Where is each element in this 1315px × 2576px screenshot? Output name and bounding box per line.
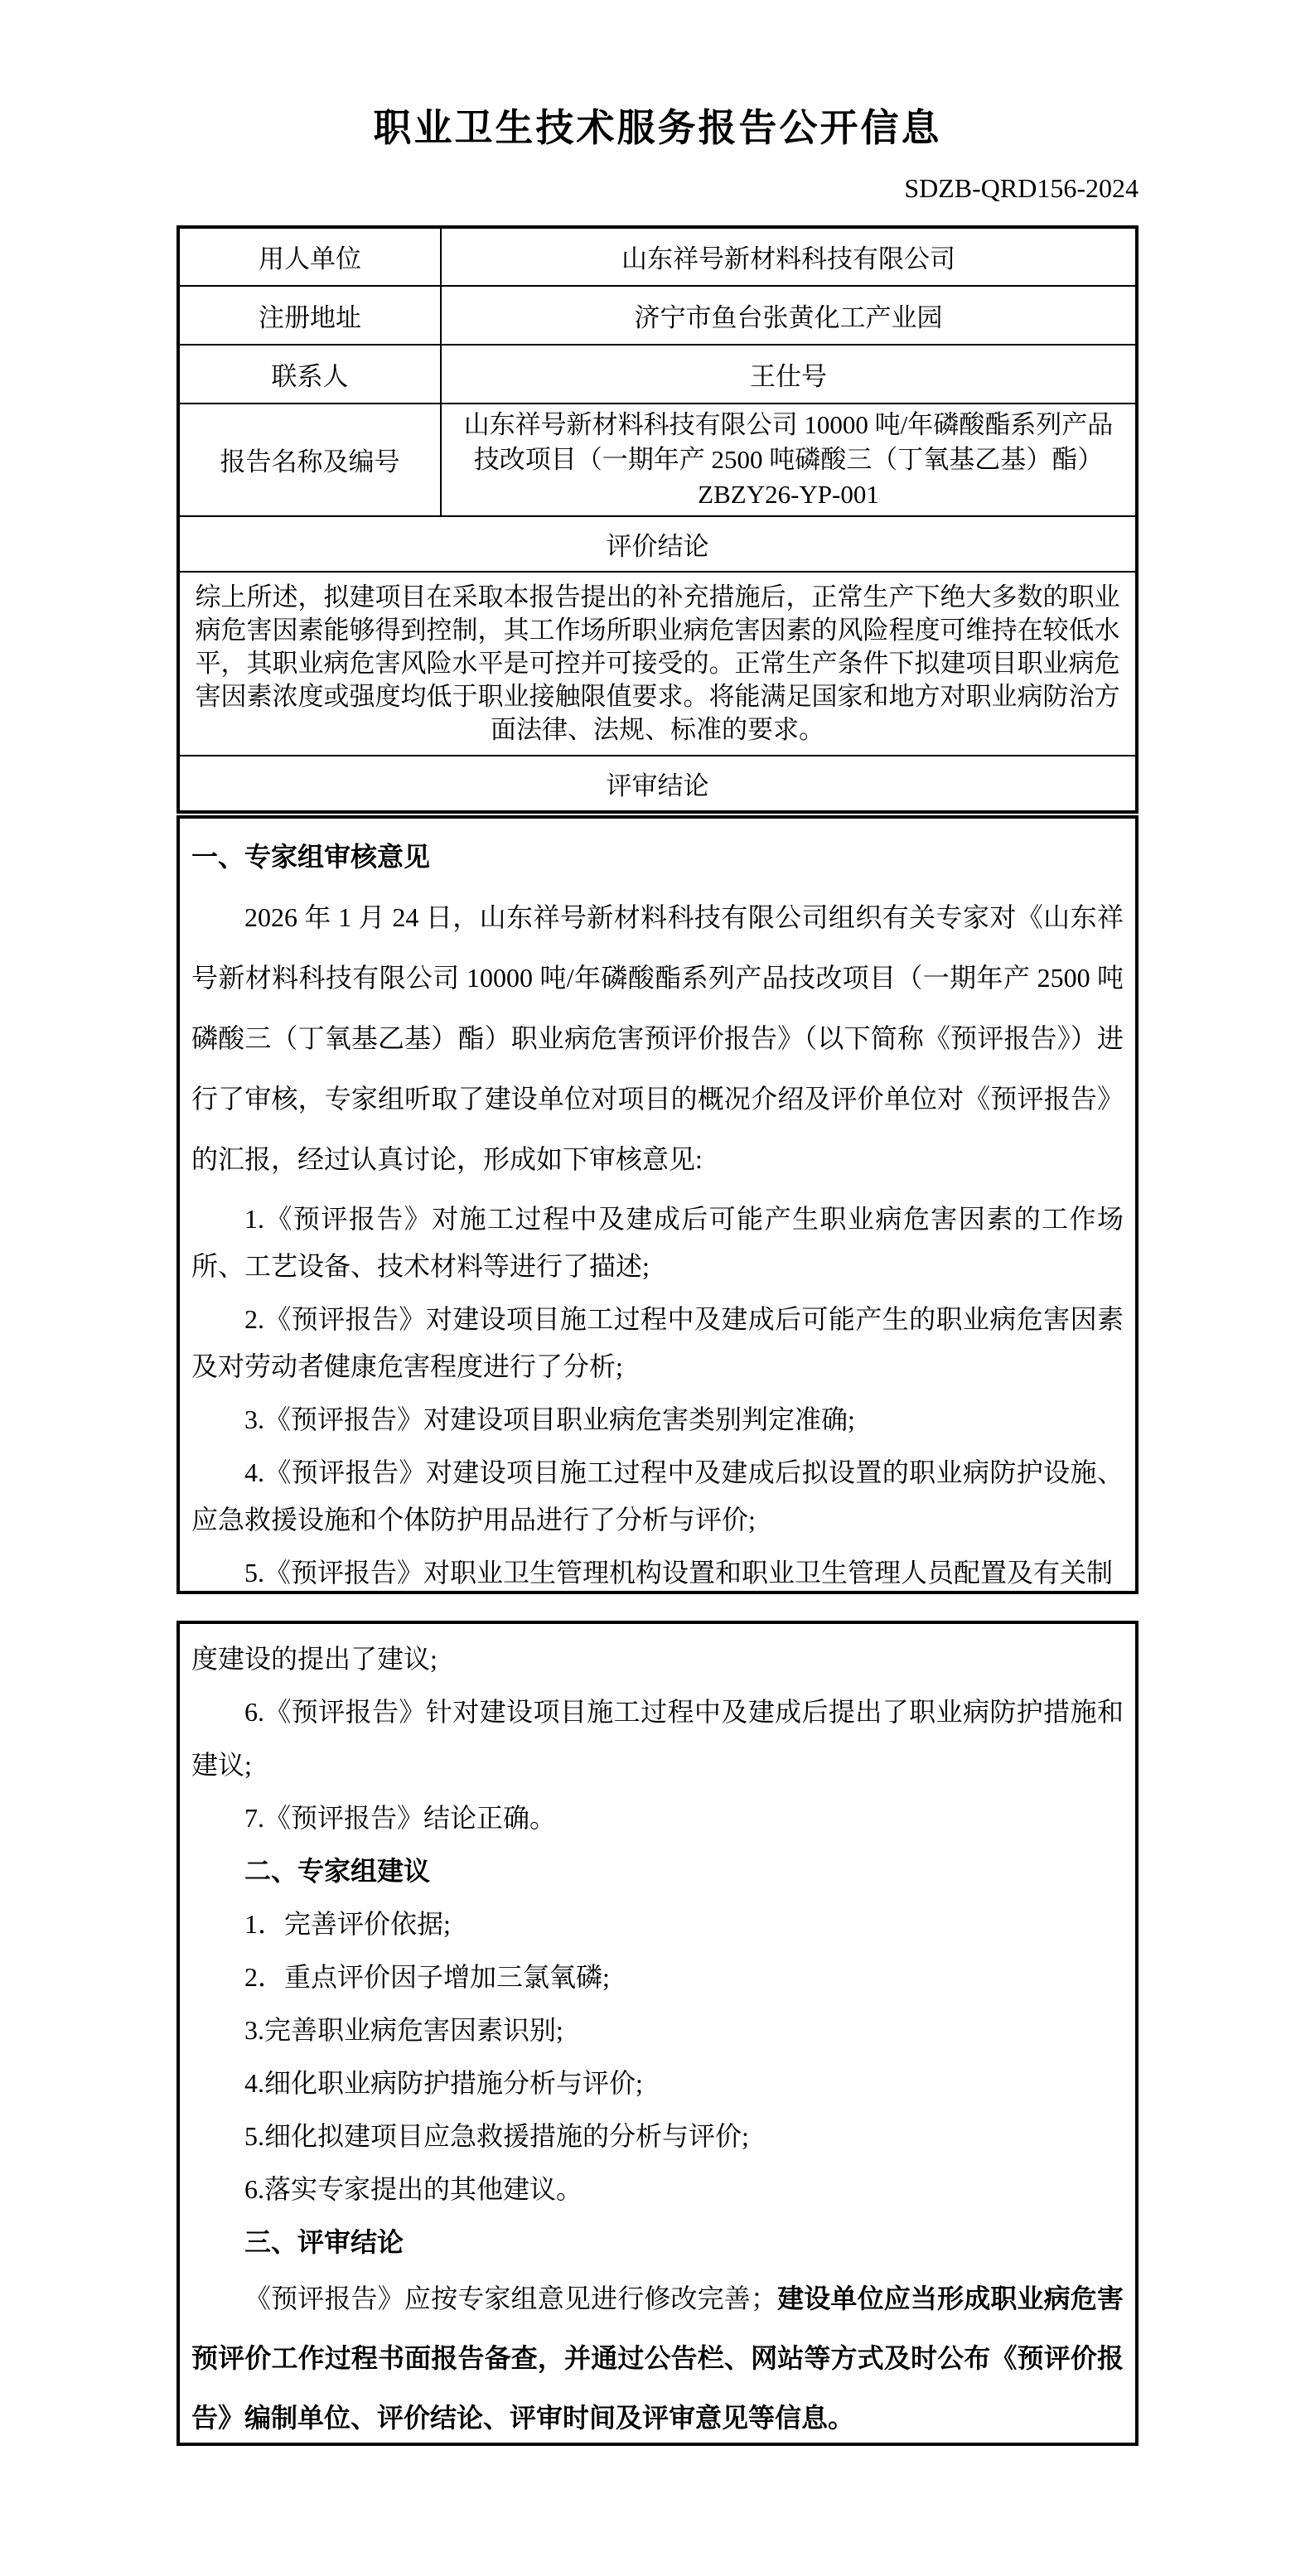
table-row-employer bbox=[178, 227, 1137, 286]
row-value-employer: 山东祥号新材料科技有限公司 bbox=[441, 227, 1137, 286]
document-page bbox=[176, 0, 1139, 2446]
report-name-line-2: 技改项目（一期年产 2500 吨磷酸三（丁氧基乙基）酯） bbox=[473, 444, 1104, 474]
row-value-address: 济宁市鱼台张黄化工产业园 bbox=[441, 286, 1137, 345]
review-header-cell: 评审结论 bbox=[178, 756, 1137, 812]
suggestion-item-2: 2．重点评价因子增加三氯氧磷; bbox=[244, 1961, 610, 1992]
section-heading-conclusion: 三、评审结论 bbox=[244, 2226, 404, 2257]
review-box-page2 bbox=[176, 1621, 1139, 2446]
section-heading-suggestions: 二、专家组建议 bbox=[244, 1855, 431, 1886]
suggestion-item-4: 4.细化职业病防护措施分析与评价; bbox=[244, 2067, 643, 2098]
suggestion-item-3: 3.完善职业病危害因素识别; bbox=[244, 2014, 563, 2045]
row-value-report-name bbox=[441, 404, 1137, 516]
report-name-line-1: 山东祥号新材料科技有限公司 10000 吨/年磷酸酯系列产品 bbox=[463, 409, 1114, 439]
conclusion-bold-text: 建设单位应当形成职业病危害预评价工作过程书面报告备查，并通过公告栏、网站等方式及时公布《预评价报告》编制单位、评价结论、评审时间及评审意见等信息。 bbox=[191, 2283, 1124, 2433]
evaluation-text-cell: 综上所述，拟建项目在采取本报告提出的补充措施后，正常生产下绝大多数的职业病危害因素能够得到控制，其工作场所职业病危害因素的风险程度可维持在较低水平，其职业病危害风险水平是可控并可接受的。正常生产条件下拟建项目职业病危害因素浓度或强度均低于职业接触限值要求。将能满足国家和地方对职业病防治方面法律、法规、标准的要求。 bbox=[178, 572, 1137, 756]
review-item-7: 7.《预评报告》结论正确。 bbox=[244, 1802, 557, 1833]
evaluation-header-cell: 评价结论 bbox=[178, 516, 1137, 572]
conclusion-paragraph bbox=[191, 2269, 1124, 2446]
row-label-employer: 用人单位 bbox=[178, 227, 441, 286]
review-item-2: 2.《预评报告》对建设项目施工过程中及建成后可能产生的职业病危害因素及对劳动者健康危害程度进行了分析; bbox=[191, 1303, 1124, 1381]
document-number: SDZB-QRD156-2024 bbox=[904, 172, 1139, 203]
suggestion-item-1: 1．完善评价依据; bbox=[244, 1908, 451, 1939]
table-row-report-name bbox=[178, 404, 1137, 516]
row-label-report-name: 报告名称及编号 bbox=[178, 404, 441, 516]
table-row-review-header bbox=[178, 756, 1137, 812]
table-row-address bbox=[178, 286, 1137, 345]
carryover-paragraph: 度建设的提出了建议; bbox=[191, 1643, 438, 1674]
info-table bbox=[176, 225, 1139, 814]
row-value-contact: 王仕号 bbox=[441, 345, 1137, 404]
conclusion-normal-text: 《预评报告》应按专家组意见进行修改完善； bbox=[244, 2283, 777, 2313]
row-label-contact: 联系人 bbox=[178, 345, 441, 404]
table-row-contact bbox=[178, 345, 1137, 404]
review-intro-paragraph: 2026 年 1 月 24 日，山东祥号新材料科技有限公司组织有关专家对《山东祥号新材料科技有限公司 10000 吨/年磷酸酯系列产品技改项目（一期年产 2500 吨磷酸三（丁氧基乙基）酯）职业病危害预评价报告》（以下简称《预评报告》）进行了审核，专家组听取了建设单位对项目的概况介绍及评价单位对《预评报告》的汇报，经过认真讨论，形成如下审核意见: bbox=[191, 901, 1124, 1174]
review-item-5: 5.《预评报告》对职业卫生管理机构设置和职业卫生管理人员配置及有关制 bbox=[244, 1557, 1114, 1588]
section-heading-expert-review: 一、专家组审核意见 bbox=[191, 841, 431, 872]
row-label-address: 注册地址 bbox=[178, 286, 441, 345]
table-row-evaluation-header bbox=[178, 516, 1137, 572]
review-item-3: 3.《预评报告》对建设项目职业病危害类别判定准确; bbox=[244, 1404, 855, 1434]
page-title: 职业卫生技术服务报告公开信息 bbox=[373, 107, 942, 149]
review-box-page1 bbox=[176, 815, 1139, 1594]
suggestion-item-5: 5.细化拟建项目应急救援措施的分析与评价; bbox=[244, 2120, 749, 2151]
report-name-line-3: ZBZY26-YP-001 bbox=[698, 479, 879, 509]
table-row-evaluation-text bbox=[178, 572, 1137, 756]
review-item-4: 4.《预评报告》对建设项目施工过程中及建成后拟设置的职业病防护设施、应急救援设施和个体防护用品进行了分析与评价; bbox=[191, 1457, 1124, 1534]
review-item-1: 1.《预评报告》对施工过程中及建成后可能产生职业病危害因素的工作场所、工艺设备、技术材料等进行了描述; bbox=[191, 1203, 1124, 1281]
review-item-6: 6.《预评报告》针对建设项目施工过程中及建成后提出了职业病防护措施和建议; bbox=[191, 1696, 1124, 1780]
suggestion-item-6: 6.落实专家提出的其他建议。 bbox=[244, 2173, 583, 2204]
